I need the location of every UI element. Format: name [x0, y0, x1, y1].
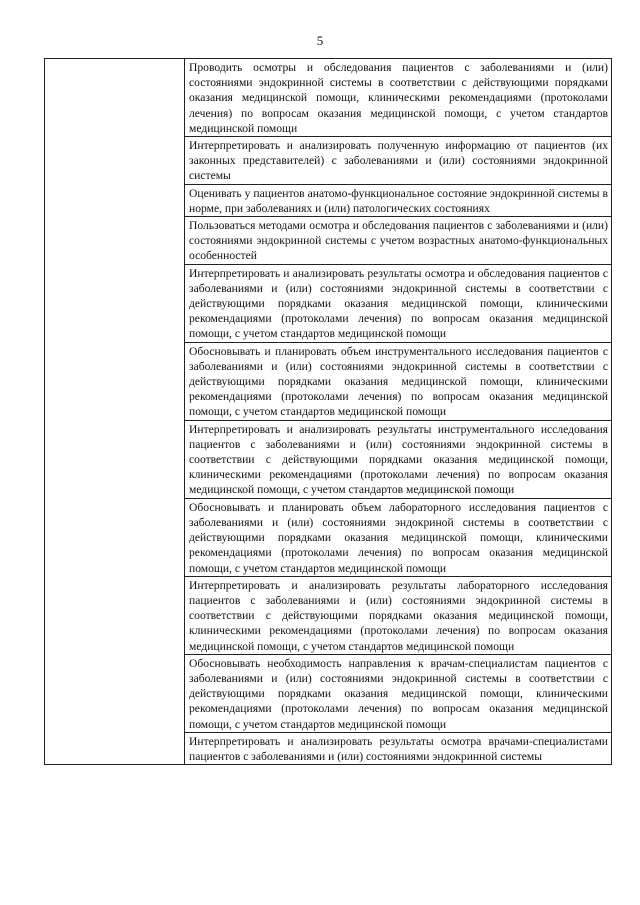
skill-cell [185, 342, 612, 420]
skill-text: Обосновывать необходимость направления к врачам-специалистам пациентов с заболеваниями и (или) состояниями эндокринной системы в соответствии с действующими порядками оказания медицинской помощи, клиническими рекомендациями (протоколами лечения) по вопросам оказания медицинской помощи, с учетом стандартов медицинской помощи [189, 656, 608, 731]
skill-cell [185, 654, 612, 732]
skill-text: Интерпретировать и анализировать результаты лабораторного исследования пациентов с заболеваниями и (или) состояниями эндокринной системы в соответствии с действующими порядками оказания медицинской помощи, клиническими рекомендациями (протоколами лечения) по вопросам оказания медицинской помощи, с учетом стандартов медицинской помощи [189, 578, 608, 653]
skill-text: Пользоваться методами осмотра и обследования пациентов с заболеваниями и (или) состояниями эндокринной системы с учетом возрастных анатомо-функциональных особенностей [189, 219, 608, 263]
skill-cell [185, 184, 612, 216]
skill-cell [185, 264, 612, 342]
skill-text: Проводить осмотры и обследования пациентов с заболеваниями и (или) состояниями эндокринной системы в соответствии с действующими порядками оказания медицинской помощи, клиническими рекомендациями (протоколами лечения) по вопросам оказания медицинской помощи, с учетом стандартов медицинской помощи [189, 61, 608, 135]
skill-cell [185, 217, 612, 265]
skill-cell [185, 420, 612, 498]
skill-cell [185, 576, 612, 654]
left-column-cell [45, 59, 185, 765]
skill-text: Интерпретировать и анализировать результаты осмотра и обследования пациентов с заболеваниями и (или) состояниями эндокринной системы в соответствии с действующими порядками оказания медицинской помощи, клиническими рекомендациями (протоколами лечения) по вопросам оказания медицинской помощи, с учетом стандартов медицинской помощи [189, 266, 608, 341]
skill-text: Интерпретировать и анализировать результаты осмотра врачами-специалистами пациентов с заболеваниями и (или) состояниями эндокринной системы [189, 734, 608, 763]
skill-cell [185, 59, 612, 137]
skill-cell [185, 732, 612, 764]
skill-text: Интерпретировать и анализировать результаты инструментального исследования пациентов с заболеваниями и (или) состояниями эндокринной системы в соответствии с действующими порядками оказания медицинской помощи, клиническими рекомендациями (протоколами лечения) по вопросам оказания медицинской помощи, с учетом стандартов медицинской помощи [189, 422, 608, 497]
skill-cell [185, 498, 612, 576]
skill-text: Обосновывать и планировать объем инструментального исследования пациентов с заболеваниями и (или) состояниями эндокринной системы в соответствии с действующими порядками оказания медицинской помощи, клиническими рекомендациями (протоколами лечения) по вопросам оказания медицинской помощи, с учетом стандартов медицинской помощи [189, 344, 608, 419]
requirements-table [44, 58, 612, 765]
skill-text: Интерпретировать и анализировать полученную информацию от пациентов (их законных представителей) с заболеваниями и (или) состояниями эндокринной системы [189, 139, 608, 183]
page-number: 5 [316, 33, 324, 48]
table-row [45, 59, 612, 137]
skill-text: Обосновывать и планировать объем лабораторного исследования пациентов с заболеваниями и (или) состояниями эндокриной системы в соответствии с действующими порядками оказания медицинской помощи, клиническими рекомендациями (протоколами лечения) по вопросам оказания медицинской помощи, с учетом стандартов медицинской помощи [189, 500, 608, 575]
skill-text: Оценивать у пациентов анатомо-функциональное состояние эндокринной системы в норме, при заболеваниях и (или) патологических состояниях [189, 186, 608, 215]
skill-cell [185, 137, 612, 185]
